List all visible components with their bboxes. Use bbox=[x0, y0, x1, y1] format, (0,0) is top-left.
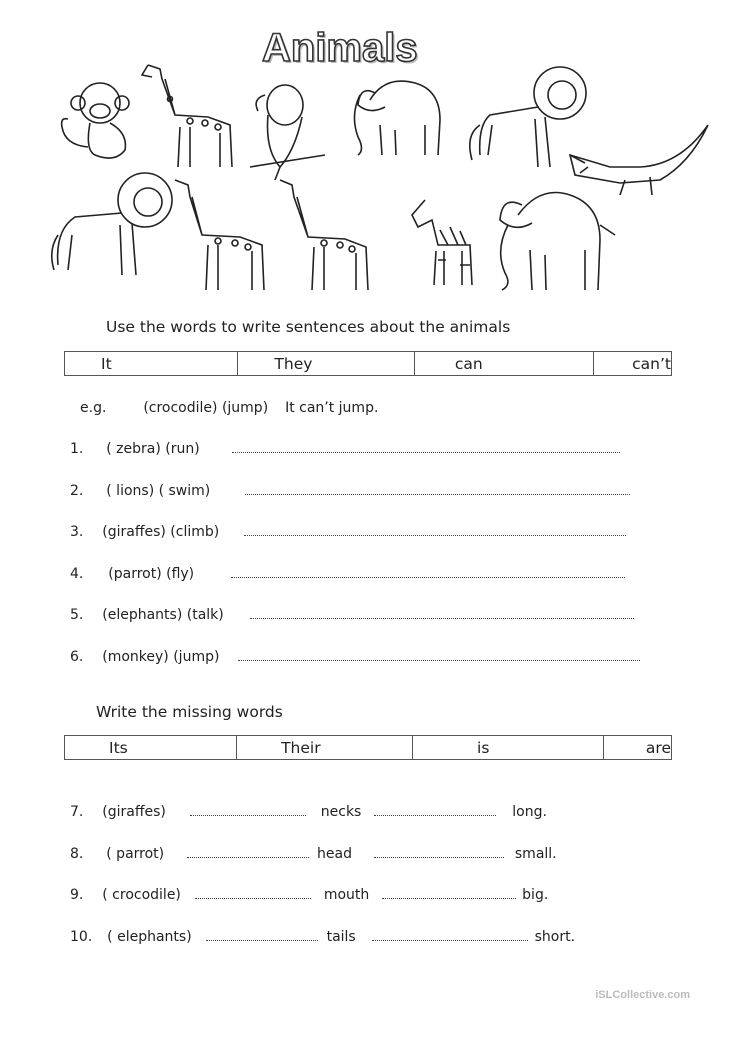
item-words: (giraffes) bbox=[102, 804, 166, 820]
answer-line[interactable] bbox=[245, 483, 630, 495]
item-number: 5. bbox=[70, 607, 84, 623]
word-cant: can’t bbox=[594, 352, 672, 376]
example-label: e.g. bbox=[80, 400, 107, 416]
example-line bbox=[80, 400, 378, 416]
list-item bbox=[70, 483, 630, 499]
item-number: 4. bbox=[70, 566, 84, 582]
page-title: Animals bbox=[262, 26, 418, 70]
list-item bbox=[70, 929, 575, 945]
item-words: ( zebra) (run) bbox=[106, 441, 200, 457]
item-words: ( crocodile) bbox=[102, 887, 181, 903]
answer-line[interactable] bbox=[232, 441, 620, 453]
answer-line[interactable] bbox=[250, 607, 634, 619]
answer-line[interactable] bbox=[374, 804, 496, 816]
list-item bbox=[70, 846, 557, 862]
word-are: are bbox=[603, 736, 671, 760]
answer-line[interactable] bbox=[372, 929, 528, 941]
list-item bbox=[70, 441, 620, 457]
item-number: 9. bbox=[70, 887, 84, 903]
item-noun: tails bbox=[326, 929, 356, 945]
item-adj: long. bbox=[512, 804, 547, 820]
lion-icon bbox=[52, 173, 172, 275]
word-is: is bbox=[413, 736, 604, 760]
answer-line[interactable] bbox=[374, 846, 504, 858]
giraffe-icon bbox=[142, 65, 232, 167]
answer-line[interactable] bbox=[382, 887, 516, 899]
item-noun: mouth bbox=[323, 887, 370, 903]
instruction-2: Write the missing words bbox=[96, 703, 283, 721]
answer-line[interactable] bbox=[244, 524, 626, 536]
item-noun: necks bbox=[320, 804, 362, 820]
monkey-icon bbox=[62, 83, 129, 158]
example-words: (crocodile) (jump) bbox=[143, 400, 269, 416]
parrot-icon bbox=[250, 85, 325, 180]
item-number: 1. bbox=[70, 441, 84, 457]
word-it: It bbox=[65, 352, 238, 376]
zebra-icon bbox=[412, 200, 472, 285]
answer-line[interactable] bbox=[195, 887, 311, 899]
word-box-1 bbox=[64, 351, 672, 376]
word-box-2 bbox=[64, 735, 672, 760]
list-item bbox=[70, 524, 626, 540]
answer-line[interactable] bbox=[231, 566, 625, 578]
item-words: ( parrot) bbox=[106, 846, 165, 862]
item-number: 2. bbox=[70, 483, 84, 499]
item-number: 10. bbox=[70, 929, 93, 945]
giraffe-icon bbox=[280, 180, 368, 290]
instruction-1: Use the words to write sentences about the animals bbox=[106, 318, 511, 336]
item-words: (monkey) (jump) bbox=[102, 649, 220, 665]
item-number: 7. bbox=[70, 804, 84, 820]
list-item bbox=[70, 607, 634, 623]
item-words: ( elephants) bbox=[107, 929, 192, 945]
example-answer: It can’t jump. bbox=[285, 400, 379, 416]
word-its: Its bbox=[65, 736, 237, 760]
item-number: 3. bbox=[70, 524, 84, 540]
list-item bbox=[70, 887, 548, 903]
answer-line[interactable] bbox=[187, 846, 309, 858]
answer-line[interactable] bbox=[190, 804, 306, 816]
list-item bbox=[70, 566, 625, 582]
word-they: They bbox=[238, 352, 414, 376]
footer-watermark: iSLCollective.com bbox=[595, 989, 690, 1001]
item-noun: head bbox=[317, 846, 352, 862]
elephant-icon bbox=[354, 81, 440, 155]
word-their: Their bbox=[237, 736, 413, 760]
item-adj: big. bbox=[522, 887, 549, 903]
giraffe-icon bbox=[175, 180, 264, 290]
item-number: 6. bbox=[70, 649, 84, 665]
item-words: (giraffes) (climb) bbox=[102, 524, 220, 540]
word-can: can bbox=[414, 352, 593, 376]
item-number: 8. bbox=[70, 846, 84, 862]
item-words: ( lions) ( swim) bbox=[106, 483, 211, 499]
answer-line[interactable] bbox=[206, 929, 318, 941]
crocodile-icon bbox=[570, 125, 708, 195]
answer-line[interactable] bbox=[238, 649, 640, 661]
list-item bbox=[70, 649, 640, 665]
elephant-icon bbox=[500, 193, 615, 291]
animal-illustrations bbox=[40, 55, 720, 295]
list-item bbox=[70, 804, 547, 820]
item-words: (elephants) (talk) bbox=[102, 607, 224, 623]
lion-icon bbox=[470, 67, 586, 167]
item-words: (parrot) (fly) bbox=[108, 566, 195, 582]
item-adj: small. bbox=[514, 846, 557, 862]
item-adj: short. bbox=[534, 929, 576, 945]
